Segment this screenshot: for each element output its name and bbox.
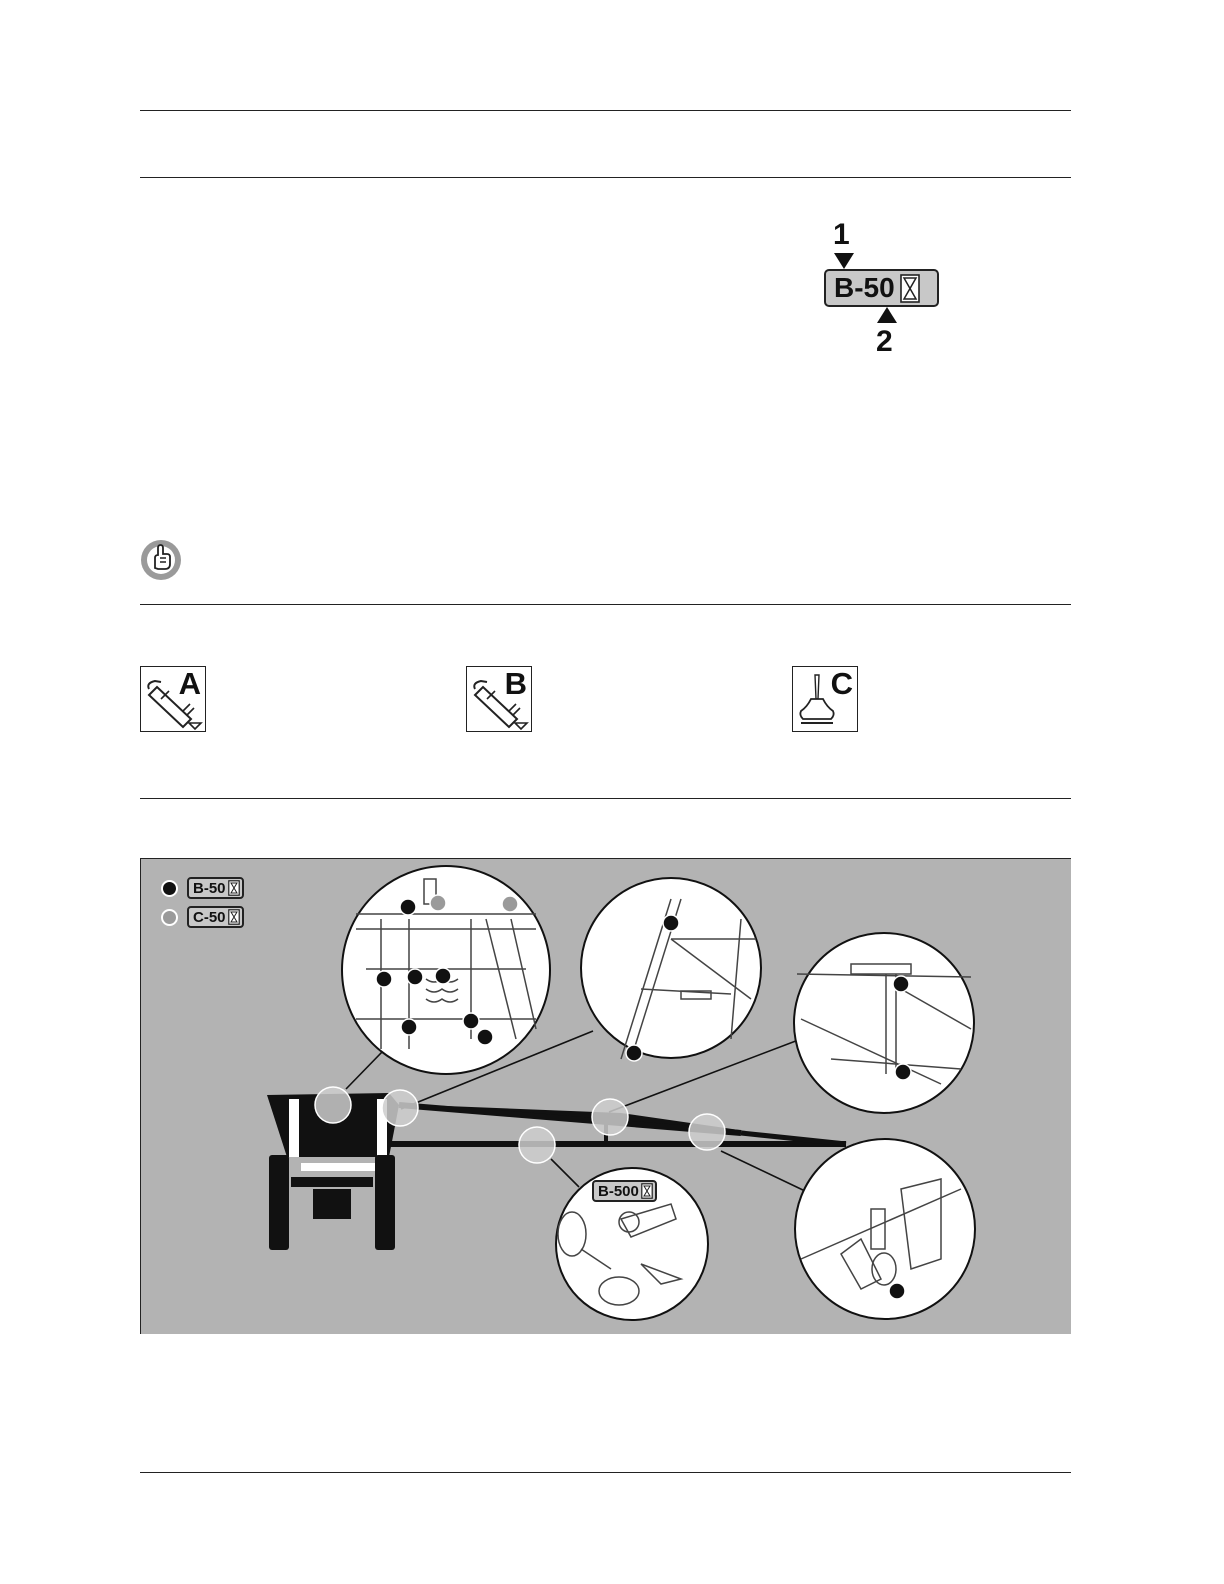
marker-1-number: 1 [833, 218, 850, 251]
detail-circle-frame [795, 1139, 975, 1319]
header-rule [140, 177, 1071, 178]
detail-label-tag [592, 1180, 657, 1202]
tool-c-letter: C [830, 666, 853, 701]
hourglass-icon [641, 1183, 653, 1199]
down-arrow-icon [834, 253, 854, 269]
top-rule [140, 110, 1071, 111]
section-rule [140, 798, 1071, 799]
tool-b-letter: B [504, 666, 527, 701]
tool-a-letter: A [178, 666, 201, 701]
marker-2-number: 2 [876, 325, 893, 358]
detail-circle-frame [794, 933, 974, 1113]
pointing-hand-icon [139, 538, 183, 582]
section-rule [140, 604, 1071, 605]
detail-circle-frame [342, 866, 550, 1074]
legend-label: B-50 [193, 879, 226, 897]
up-arrow-icon [877, 307, 897, 323]
tool-b-icon-box [466, 666, 532, 732]
tool-c-icon-box [792, 666, 858, 732]
hourglass-icon [900, 274, 920, 303]
detail-label-text: B-500 [598, 1182, 639, 1200]
legend-label: C-50 [193, 908, 226, 926]
lubrication-label-text: B-50 [834, 272, 895, 303]
lubrication-points-figure [140, 858, 1071, 1334]
sprayer-drawing [141, 859, 1071, 1334]
detail-circle-frame [581, 878, 761, 1061]
tool-a-icon-box [140, 666, 206, 732]
footer-rule [140, 1472, 1071, 1473]
lubrication-label [824, 269, 939, 307]
